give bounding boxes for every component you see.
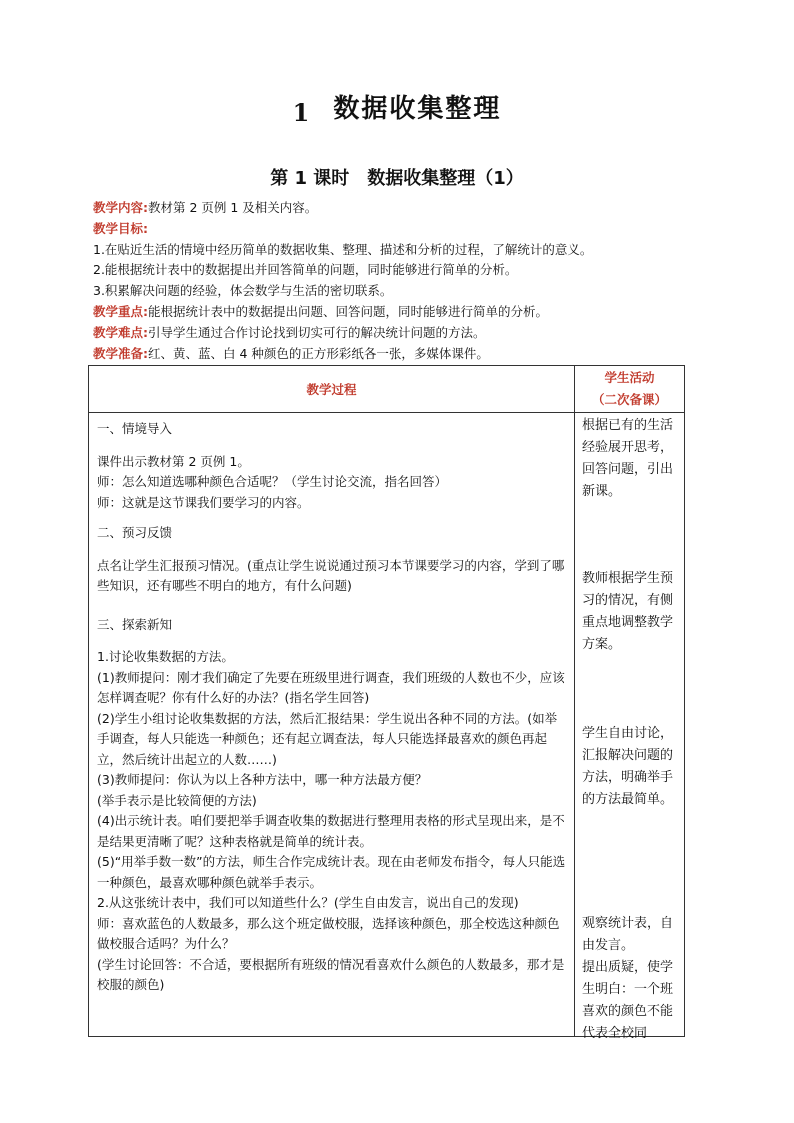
header-activity-line2: （二次备课） (591, 392, 667, 407)
teaching-prep-text: 红、黄、蓝、白 4 种颜色的正方形彩纸各一张，多媒体课件。 (148, 345, 489, 361)
teaching-content-label: 教学内容: (93, 200, 148, 215)
section-intro-p3: 师：这就是这节课我们要学习的内容。 (97, 494, 310, 510)
section-explore-p8: 2.从这张统计表中，我们可以知道些什么？(学生自由发言，说出自己的发现) (97, 895, 519, 910)
teaching-prep-label: 教学准备: (93, 345, 148, 361)
teaching-focus-text: 能根据统计表中的数据提出问题、回答问题，同时能够进行简单的分析。 (148, 303, 549, 319)
goal-1: 1.在贴近生活的情境中经历简单的数据收集、整理、描述和分析的过程，了解统计的意义。 (93, 241, 593, 257)
table-body-row (89, 413, 685, 1037)
section-explore-p2: (1)教师提问：刚才我们确定了先要在班级里进行调查，我们班级的人数也不少，应该怎样调查呢？你有什么好的办法？(指名学生回答) (97, 669, 565, 705)
table-header-row (89, 366, 685, 413)
header-activity-line1: 学生活动 (604, 370, 655, 385)
activity-note-3: 学生自由讨论，汇报解决问题的方法，明确举手的方法最简单。 (582, 726, 674, 807)
teaching-focus-line (93, 302, 713, 323)
header-student-activity (575, 366, 685, 413)
teaching-content-line (93, 198, 713, 219)
activity-note-5: 提出质疑，使学生明白：一个班喜欢的颜色不能代表全校同 (582, 960, 674, 1041)
section-explore-title: 三、探索新知 (97, 616, 173, 632)
section-explore-p5: (举手表示是比较简便的方法) (97, 792, 257, 808)
lesson-subtitle: 第 1 课时 数据收集整理（1） (270, 168, 524, 189)
teaching-focus-label: 教学重点: (93, 303, 148, 319)
section-intro-title: 一、情境导入 (97, 421, 173, 436)
lesson-unit-title (0, 88, 794, 127)
section-intro-p2: 师：怎么知道选哪种颜色合适呢？（学生讨论交流，指名回答） (97, 474, 448, 489)
unit-title-text: 数据收集整理 (333, 94, 502, 124)
goal-3: 3.积累解决问题的经验，体会数学与生活的密切联系。 (93, 283, 393, 299)
section-intro-p1: 课件出示教材第 2 页例 1。 (97, 453, 250, 469)
teaching-content-text: 教材第 2 页例 1 及相关内容。 (148, 200, 318, 215)
teaching-difficulty-label: 教学难点: (93, 324, 148, 340)
teaching-prep-line (93, 344, 713, 365)
unit-number: 1 (292, 98, 312, 127)
activity-note-1: 根据已有的生活经验展开思考，回答问题，引出新课。 (582, 418, 674, 499)
section-explore-p6: (4)出示统计表。咱们要把举手调查收集的数据进行整理用表格的形式呈现出来，是不是结果更清晰了呢？这种表格就是简单的统计表。 (97, 813, 565, 849)
header-teaching-process: 教学过程 (89, 366, 575, 413)
teaching-goals-line (93, 219, 713, 240)
section-explore-p4: (3)教师提问：你认为以上各种方法中，哪一种方法最方便？ (97, 772, 428, 787)
section-explore-p3: (2)学生小组讨论收集数据的方法，然后汇报结果：学生说出各种不同的方法。(如举手调查，每人只能选一种颜色；还有起立调查法，每人只能选择最喜欢的颜色再起立，然后统计出起立的人数……) (97, 710, 558, 767)
section-preview-p1: 点名让学生汇报预习情况。(重点让学生说说通过预习本节课要学习的内容，学到了哪些知识，还有哪些不明白的地方，有什么问题) (97, 557, 565, 593)
teaching-goals-label: 教学目标: (93, 220, 148, 236)
student-activity-cell (575, 413, 685, 1041)
activity-note-4: 观察统计表，自由发言。 (582, 916, 674, 953)
teaching-difficulty-line (93, 323, 713, 344)
goal-2: 2.能根据统计表中的数据提出并回答简单的问题，同时能够进行简单的分析。 (93, 262, 518, 278)
teaching-difficulty-text: 引导学生通过合作讨论找到切实可行的解决统计问题的方法。 (148, 324, 486, 340)
teaching-process-cell (89, 413, 575, 1037)
section-preview-title: 二、预习反馈 (97, 525, 173, 540)
section-explore-p9: 师：喜欢蓝色的人数最多，那么这个班定做校服，选择该种颜色，那全校选这种颜色做校服合适吗？为什么？ (97, 915, 560, 951)
section-explore-p10: (学生讨论回答：不合适，要根据所有班级的情况看喜欢什么颜色的人数最多，那才是校服的颜色) (97, 956, 565, 992)
lesson-process-table (88, 365, 685, 1041)
section-explore-p1: 1.讨论收集数据的方法。 (97, 649, 234, 664)
lesson-meta (93, 198, 713, 364)
section-explore-p7: (5)“用举手数一数”的方法，师生合作完成统计表。现在由老师发布指令，每人只能选一种颜色，最喜欢哪种颜色就举手表示。 (97, 854, 566, 890)
activity-note-2: 教师根据学生预习的情况，有侧重点地调整教学方案。 (582, 571, 674, 652)
